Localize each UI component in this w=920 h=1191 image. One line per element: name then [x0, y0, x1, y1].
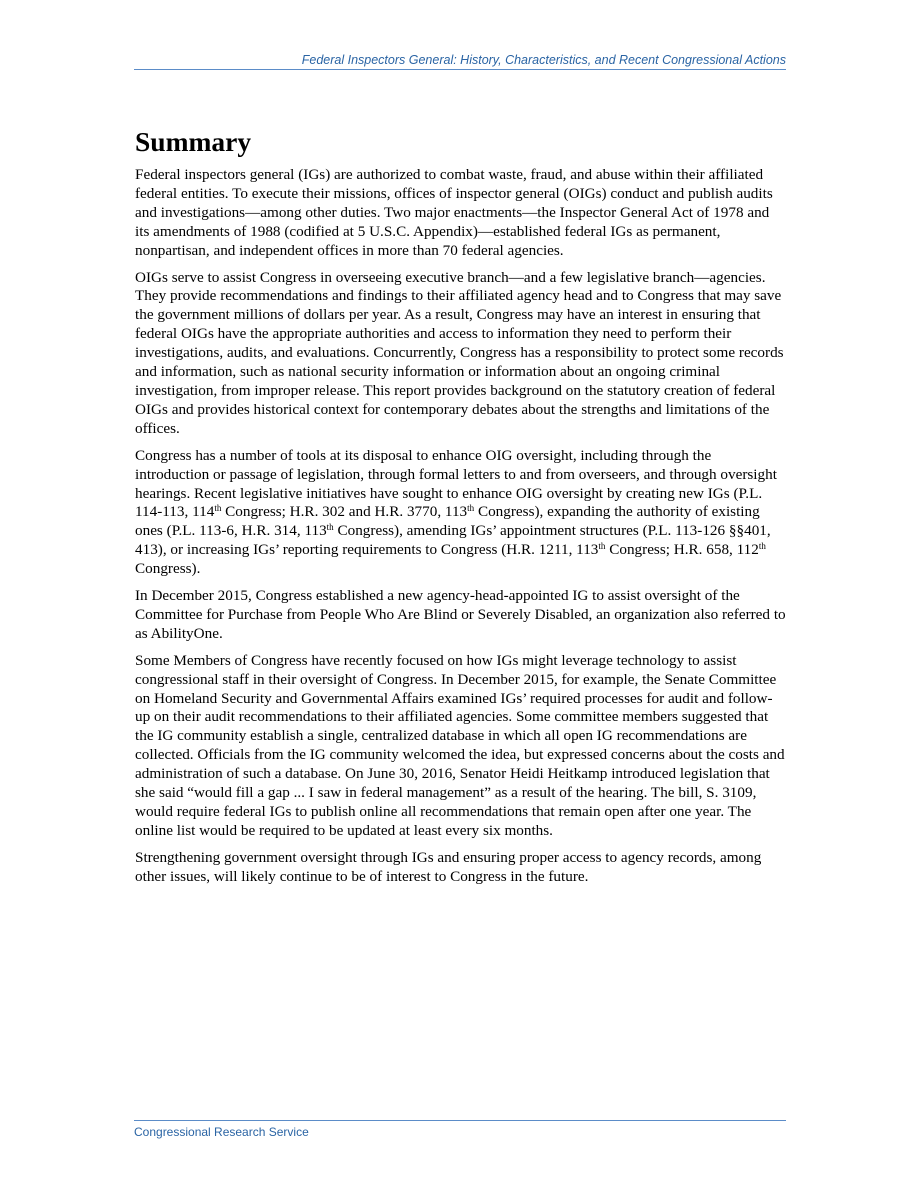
running-header: Federal Inspectors General: History, Characteristics, and Recent Congressional Actions	[134, 52, 786, 70]
paragraph-3-part-6: Congress).	[135, 560, 201, 578]
superscript: th	[598, 541, 606, 552]
paragraph-3-part-5: Congress; H.R. 658, 112	[605, 541, 759, 559]
paragraph-2: OIGs serve to assist Congress in overseeing executive branch—and a few legislative branch—agencies. They provide recommendations and findings to their affiliated agency head and to Congress that may save the government millions of dollars per year. As a result, Congress may have an interest in ensuring that federal OIGs have the appropriate authorities and access to information they need to perform their investigations, audits, and evaluations. Concurrently, Congress has a responsibility to protect some records and information, such as national security information or information about an ongoing criminal investigation, from improper release. This report provides background on the statutory creation of federal OIGs and provides historical context for contemporary debates about the strengths and limitations of the offices.	[135, 268, 784, 437]
paragraph-1: Federal inspectors general (IGs) are authorized to combat waste, fraud, and abuse within their affiliated federal entities. To execute their missions, offices of inspector general (OIGs) conduct and publish audits and investigations—among other duties. Two major enactments—the Inspector General Act of 1978 and its amendments of 1988 (codified at 5 U.S.C. Appendix)—established federal IGs as permanent, nonpartisan, and independent offices in more than 70 federal agencies.	[135, 166, 773, 259]
superscript: th	[758, 541, 766, 552]
paragraph-6: Strengthening government oversight through IGs and ensuring proper access to agency records, among other issues, will likely continue to be of interest to Congress in the future.	[135, 848, 762, 885]
footer	[134, 1120, 786, 1140]
paragraph-3-part-3: Congress), expanding the authority of existing ones (P.L. 113-6, H.R. 314, 113	[135, 503, 760, 540]
paragraph-4: In December 2015, Congress established a new agency-head-appointed IG to assist oversight of the Committee for Purchase from People Who Are Blind or Severely Disabled, an organization also referred to as AbilityOne.	[135, 587, 786, 642]
paragraph-3-part-2: Congress; H.R. 302 and H.R. 3770, 113	[221, 503, 468, 521]
footer-publisher: Congressional Research Service	[134, 1125, 309, 1139]
paragraph-3-part-4: Congress), amending IGs’ appointment structures (P.L. 113-126 §§401, 413), or increasing IGs’ reporting requirements to Congress (H.R. 1211, 113	[135, 522, 771, 559]
superscript: th	[326, 522, 334, 533]
paragraph-3	[135, 447, 787, 579]
superscript: th	[214, 503, 222, 514]
paragraph-3-part-1: Congress has a number of tools at its disposal to enhance OIG oversight, including through the introduction or passage of legislation, through formal letters to and from overseers, and through oversight hearings. Recent legislative initiatives have sought to enhance OIG oversight by creating new IGs (P.L. 114-113, 114	[135, 446, 777, 521]
summary-section	[135, 124, 787, 895]
section-title: Summary	[135, 126, 252, 157]
paragraph-5: Some Members of Congress have recently focused on how IGs might leverage technology to assist congressional staff in their oversight of Congress. In December 2015, for example, the Senate Committee on Homeland Security and Governmental Affairs examined IGs’ required processes for audit and follow-up on their audit recommendations to their affiliated agencies. Some committee members suggested that the IG community establish a single, centralized database in which all open IG recommendations are collected. Officials from the IG community welcomed the idea, but expressed concerns about the costs and administration of such a database. On June 30, 2016, Senator Heidi Heitkamp introduced legislation that she said “would fill a gap ... I saw in federal management” as a result of the hearing. The bill, S. 3109, would require federal IGs to publish online all recommendations that remain open after one year. The online list would be required to be updated at least every six months.	[135, 651, 785, 839]
superscript: th	[467, 503, 475, 514]
